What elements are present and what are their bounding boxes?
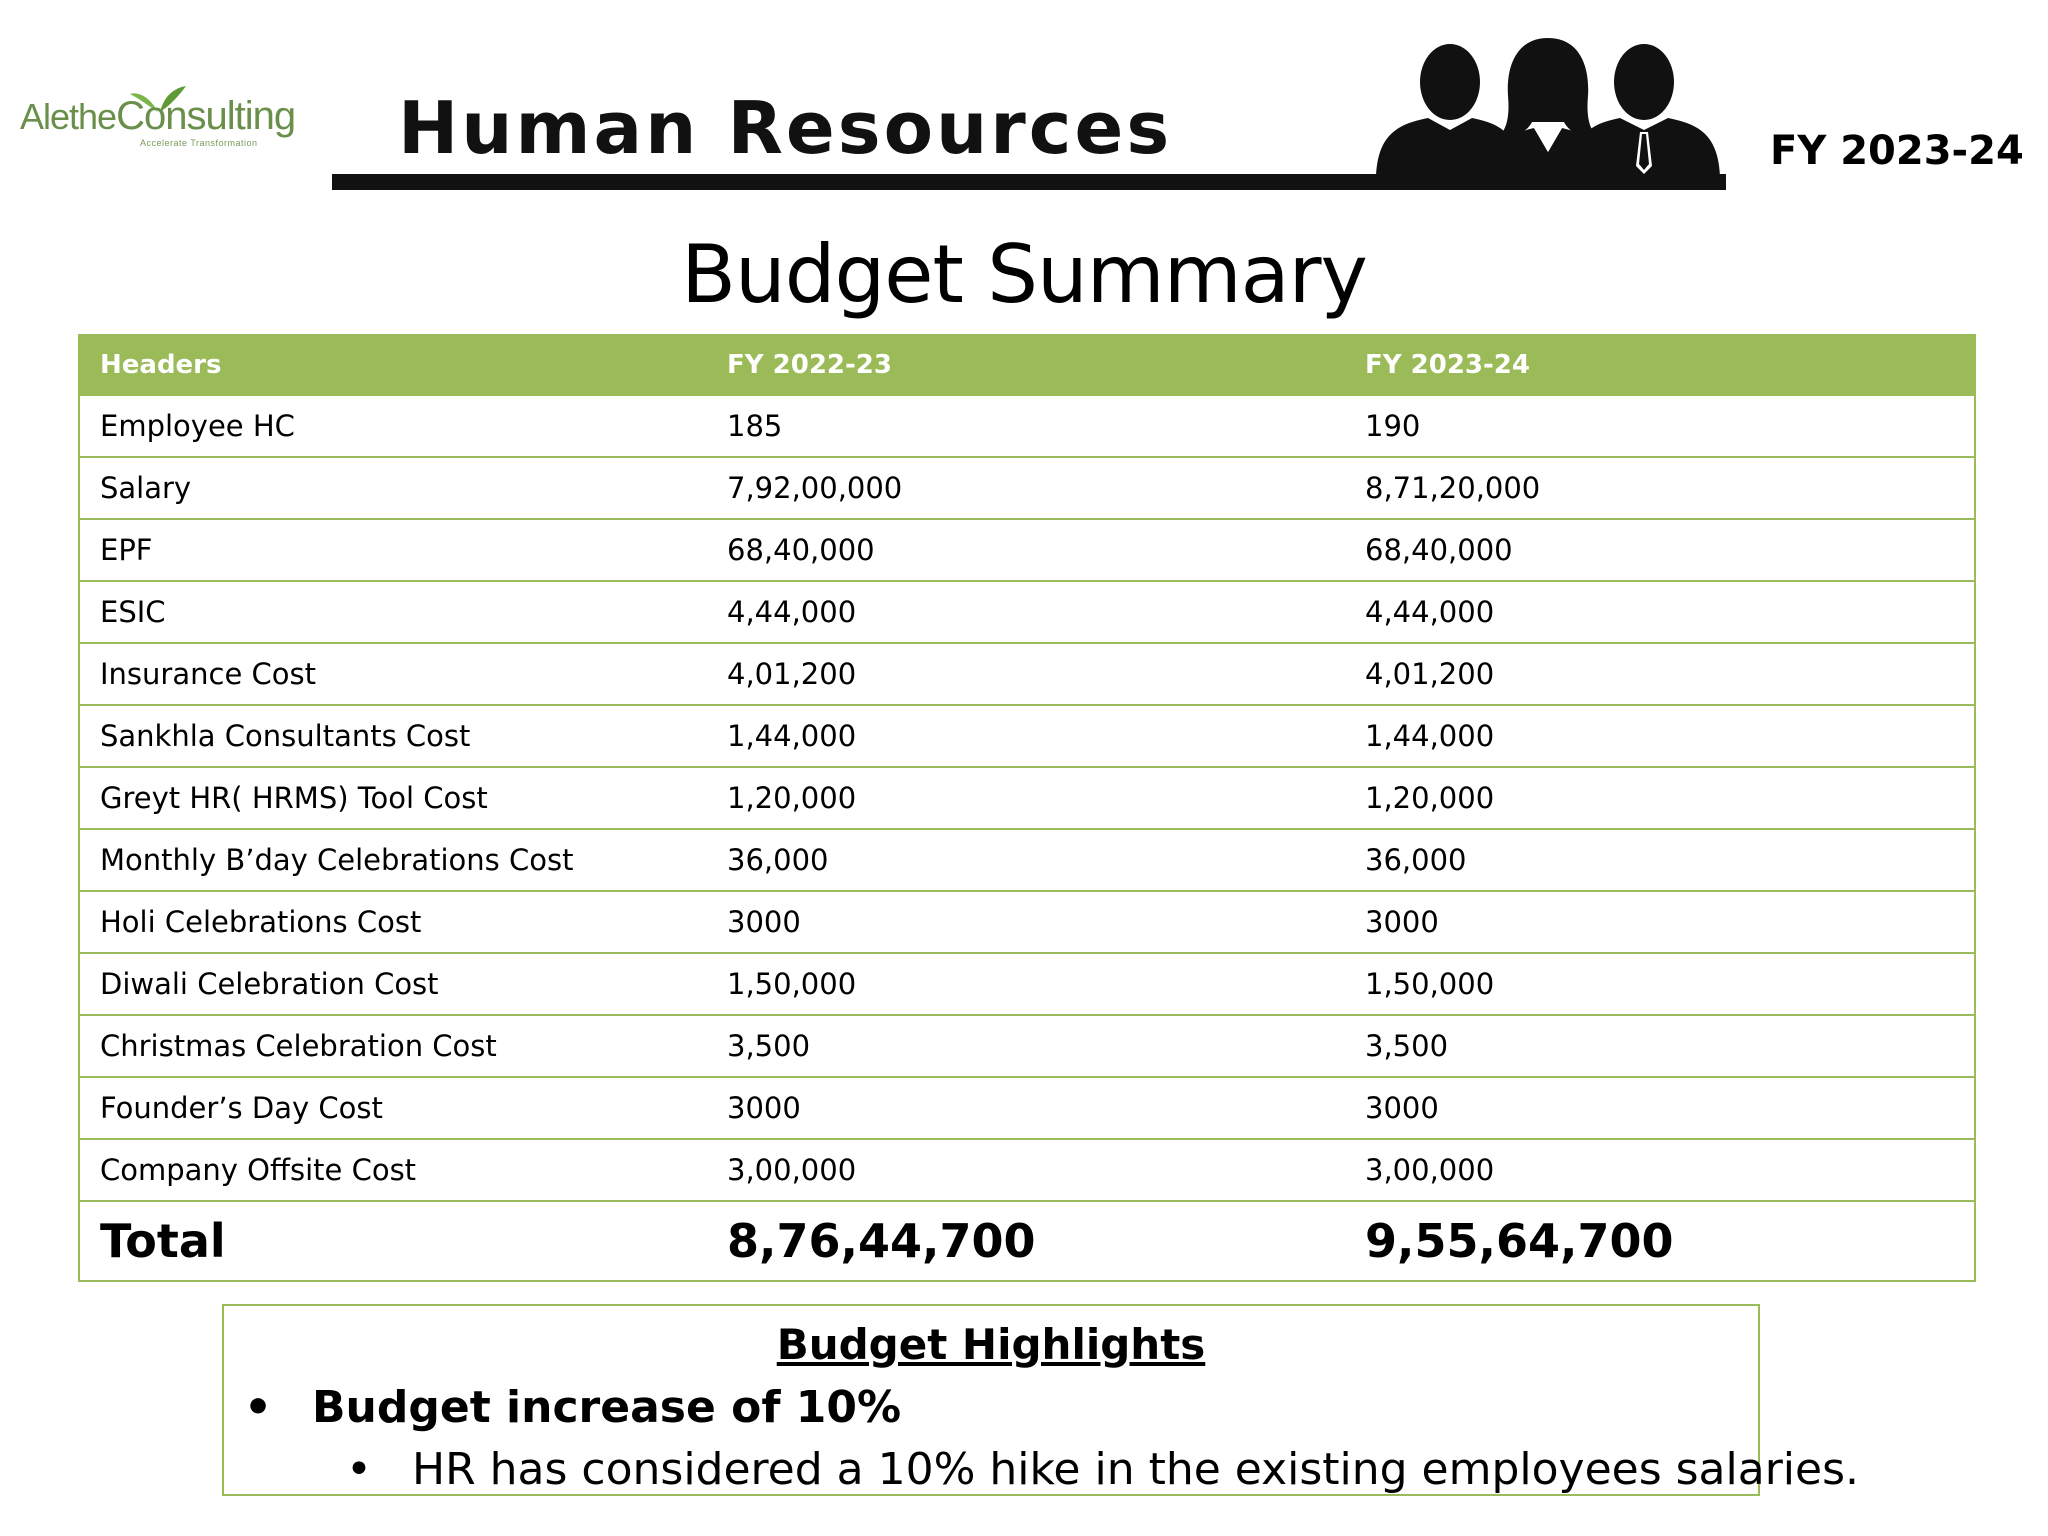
value-fy2023-24: 3000 [1345, 1077, 1975, 1139]
column-header: FY 2023-24 [1345, 335, 1975, 395]
table-total-row [79, 1201, 1975, 1281]
value-fy2023-24: 1,20,000 [1345, 767, 1975, 829]
people-silhouette-icon [1368, 34, 1728, 176]
value-fy2022-23: 185 [707, 395, 1345, 457]
page-title: Budget Summary [681, 228, 1367, 321]
table-row [79, 1077, 1975, 1139]
row-label: Greyt HR( HRMS) Tool Cost [79, 767, 707, 829]
row-label: Sankhla Consultants Cost [79, 705, 707, 767]
table-row [79, 1015, 1975, 1077]
row-label: Diwali Celebration Cost [79, 953, 707, 1015]
highlight-subpoint-text: HR has considered a 10% hike in the existing employees salaries. [412, 1444, 1859, 1495]
logo-name-part1: Alethe [20, 96, 117, 137]
highlights-heading: Budget Highlights [776, 1320, 1206, 1369]
column-header: Headers [79, 335, 707, 395]
value-fy2022-23: 3,500 [707, 1015, 1345, 1077]
value-fy2023-24: 1,44,000 [1345, 705, 1975, 767]
logo-wordmark [20, 94, 295, 139]
value-fy2023-24: 36,000 [1345, 829, 1975, 891]
highlight-subpoint [346, 1444, 1859, 1495]
table-row [79, 829, 1975, 891]
value-fy2022-23: 3000 [707, 891, 1345, 953]
value-fy2022-23: 3000 [707, 1077, 1345, 1139]
table-row [79, 643, 1975, 705]
bullet-icon: • [244, 1382, 273, 1433]
value-fy2023-24: 3,00,000 [1345, 1139, 1975, 1201]
table-row [79, 891, 1975, 953]
bullet-icon: • [346, 1444, 372, 1495]
row-label: Christmas Celebration Cost [79, 1015, 707, 1077]
table-row [79, 767, 1975, 829]
table-row [79, 581, 1975, 643]
value-fy2022-23: 4,44,000 [707, 581, 1345, 643]
row-label: Holi Celebrations Cost [79, 891, 707, 953]
total-label: Total [79, 1201, 707, 1281]
row-label: Insurance Cost [79, 643, 707, 705]
header-bar [332, 174, 1726, 190]
value-fy2023-24: 8,71,20,000 [1345, 457, 1975, 519]
budget-table [78, 334, 1976, 1282]
value-fy2022-23: 1,20,000 [707, 767, 1345, 829]
total-fy2022-23: 8,76,44,700 [707, 1201, 1345, 1281]
row-label: Monthly B’day Celebrations Cost [79, 829, 707, 891]
value-fy2023-24: 4,44,000 [1345, 581, 1975, 643]
value-fy2022-23: 1,50,000 [707, 953, 1345, 1015]
highlight-point [244, 1382, 901, 1433]
value-fy2022-23: 7,92,00,000 [707, 457, 1345, 519]
table-row [79, 457, 1975, 519]
value-fy2023-24: 1,50,000 [1345, 953, 1975, 1015]
budget-highlights-box [222, 1304, 1859, 1496]
value-fy2023-24: 4,01,200 [1345, 643, 1975, 705]
value-fy2023-24: 3,500 [1345, 1015, 1975, 1077]
company-logo [20, 88, 370, 158]
row-label: Salary [79, 457, 707, 519]
department-title: Human Resources [398, 86, 1173, 170]
highlight-point-text: Budget increase of 10% [312, 1382, 902, 1433]
table-row [79, 705, 1975, 767]
value-fy2022-23: 3,00,000 [707, 1139, 1345, 1201]
table-row [79, 1139, 1975, 1201]
value-fy2022-23: 1,44,000 [707, 705, 1345, 767]
value-fy2023-24: 190 [1345, 395, 1975, 457]
table-row [79, 953, 1975, 1015]
row-label: ESIC [79, 581, 707, 643]
row-label: Employee HC [79, 395, 707, 457]
fiscal-year-label: FY 2023-24 [1770, 128, 2024, 174]
row-label: Founder’s Day Cost [79, 1077, 707, 1139]
value-fy2023-24: 3000 [1345, 891, 1975, 953]
table-row [79, 519, 1975, 581]
value-fy2023-24: 68,40,000 [1345, 519, 1975, 581]
total-fy2023-24: 9,55,64,700 [1345, 1201, 1975, 1281]
value-fy2022-23: 4,01,200 [707, 643, 1345, 705]
column-header: FY 2022-23 [707, 335, 1345, 395]
table-header-row [79, 335, 1975, 395]
row-label: EPF [79, 519, 707, 581]
table-row [79, 395, 1975, 457]
value-fy2022-23: 36,000 [707, 829, 1345, 891]
value-fy2022-23: 68,40,000 [707, 519, 1345, 581]
logo-name-part2: Consulting [116, 94, 296, 138]
logo-tagline: Accelerate Transformation [140, 138, 258, 148]
row-label: Company Offsite Cost [79, 1139, 707, 1201]
